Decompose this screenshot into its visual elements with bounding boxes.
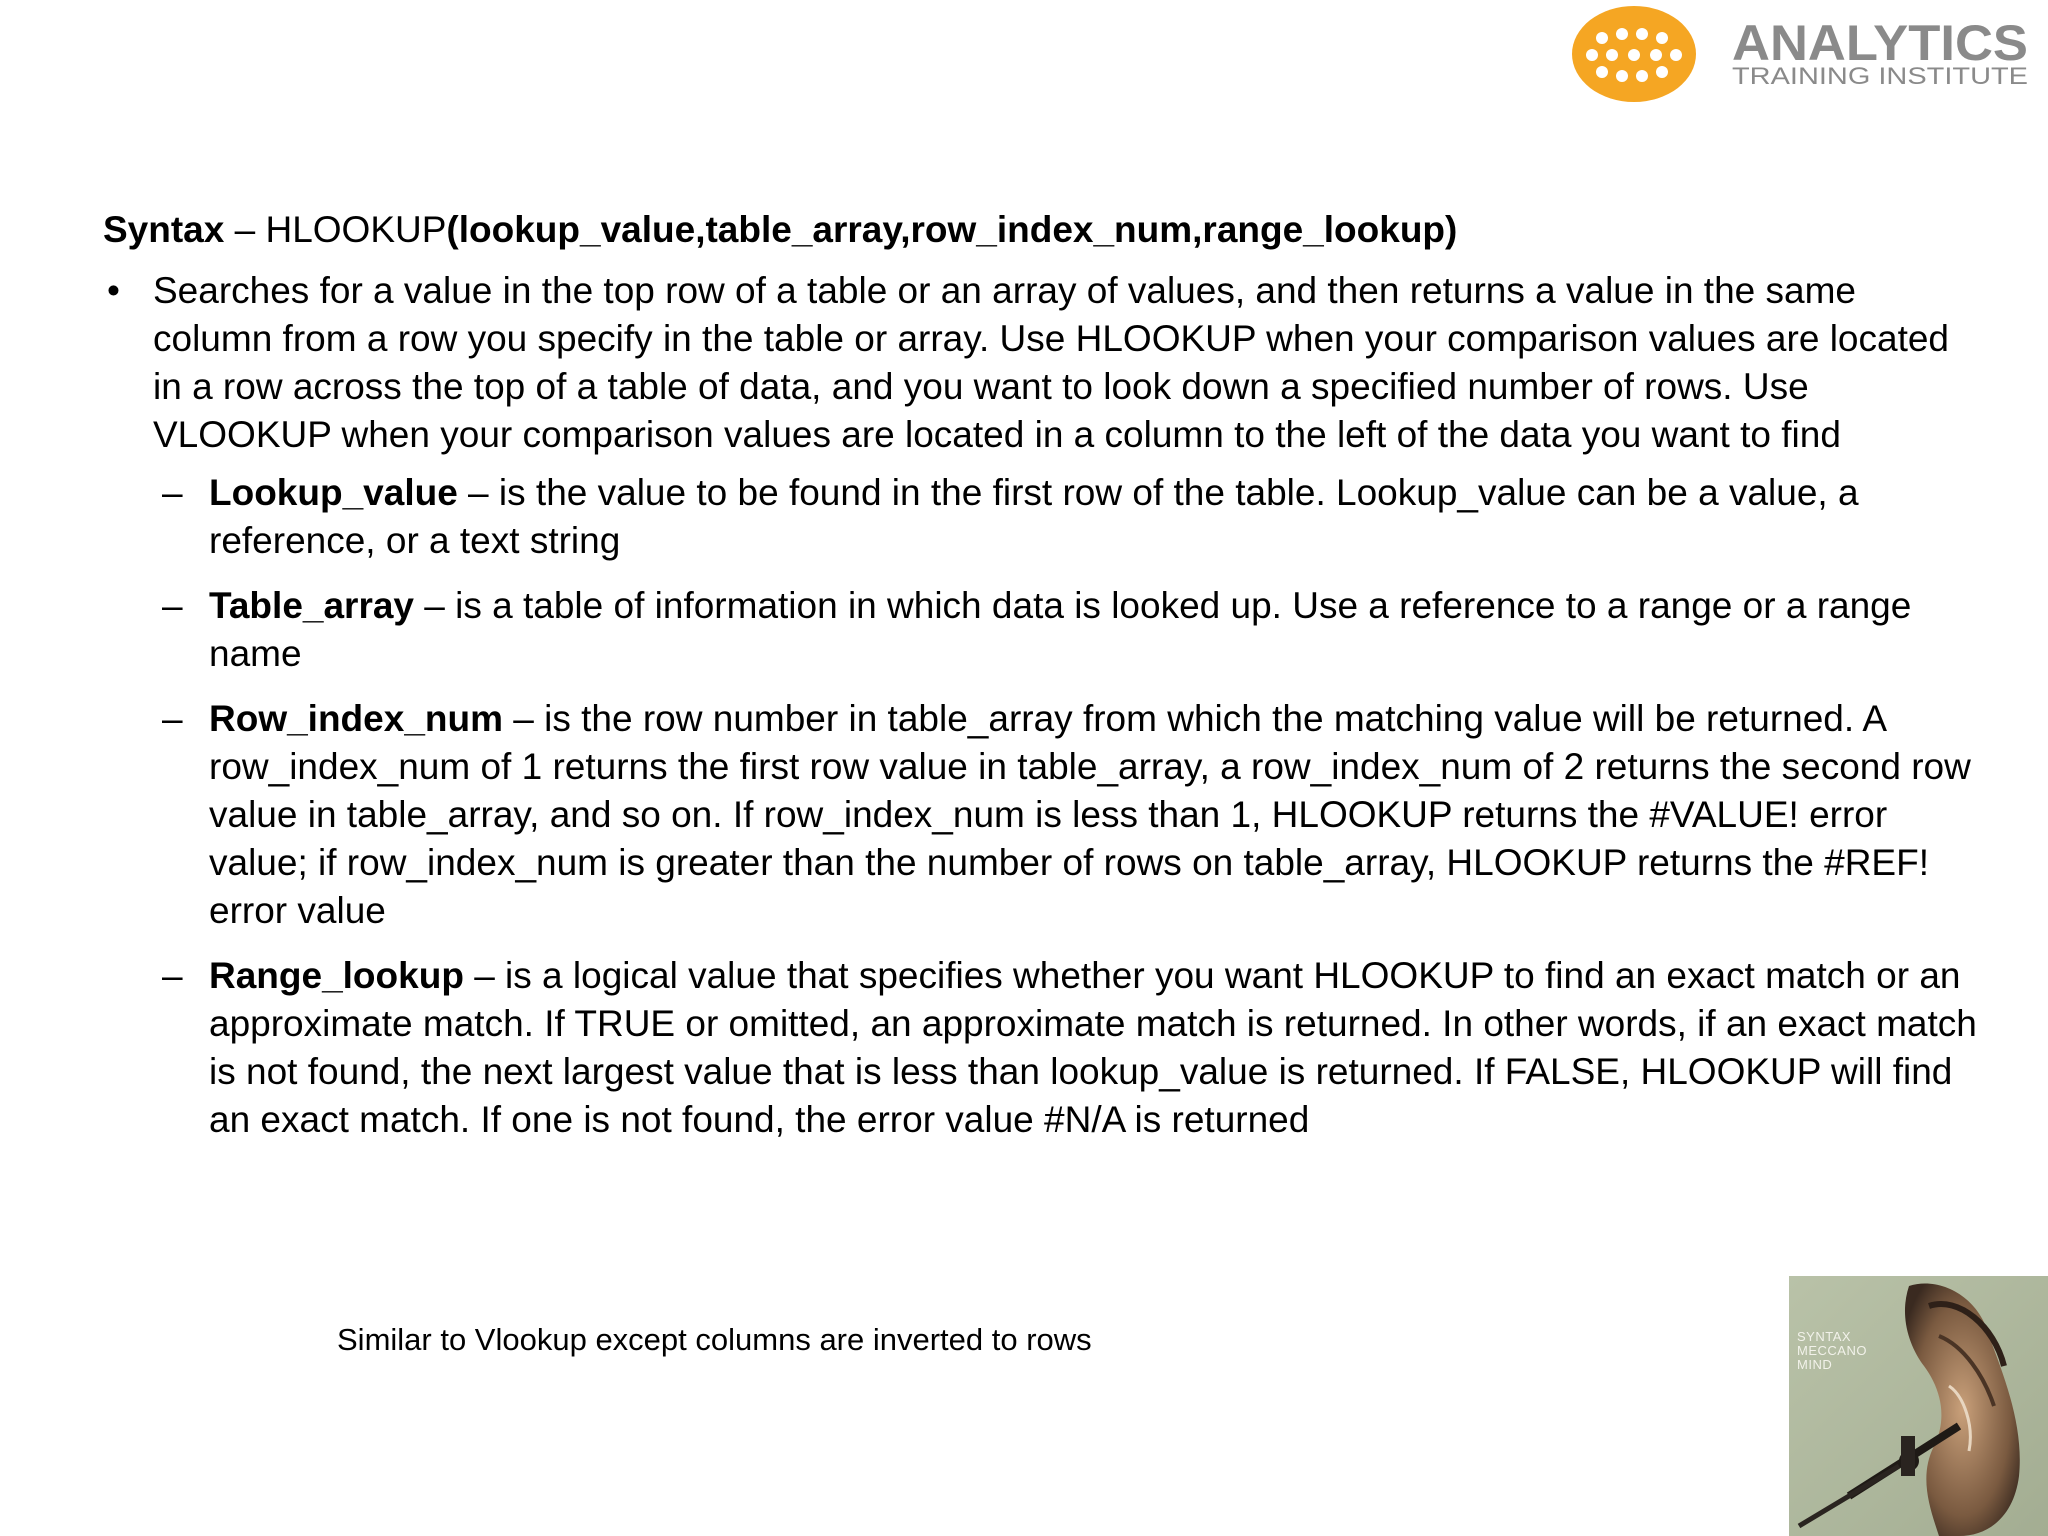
- param-term: Row_index_num: [209, 698, 503, 739]
- description-text: Searches for a value in the top row of a table or an array of values, and then returns a value in the same column from a row you specify in the table or array. Use HLOOKUP when your comparison values are located in a row across the top of a table of data, and you want to look down a specified number of rows. Use VLOOKUP when your comparison values are located in a column to the left of the data you want to find: [153, 270, 1949, 455]
- param-range-lookup: [103, 952, 1983, 1144]
- param-description: – is a table of information in which data is looked up. Use a reference to a range or a range name: [209, 585, 1912, 674]
- param-description: – is the value to be found in the first row of the table. Lookup_value can be a value, a reference, or a text string: [209, 472, 1859, 561]
- description-bullet: [103, 267, 1983, 459]
- logo-name: ANALYTICS: [1732, 15, 2028, 71]
- param-term: Table_array: [209, 585, 414, 626]
- dash-marker: –: [162, 472, 183, 513]
- footer-note: Similar to Vlookup except columns are inverted to rows: [337, 1322, 1092, 1357]
- logo-subtitle: TRAINING INSTITUTE: [1732, 63, 2028, 90]
- bullet-marker: •: [107, 270, 120, 311]
- syntax-label: Syntax: [103, 209, 225, 250]
- logo-emblem-icon: [1572, 6, 1696, 102]
- analytics-logo: [1572, 0, 2034, 110]
- param-lookup-value: [103, 469, 1983, 565]
- param-description: – is a logical value that specifies whether you want HLOOKUP to find an exact match or an approximate match. If TRUE or omitted, an approximate match is returned. In other words, if an exact match is not found, the next largest value that is less than lookup_value is returned. If FALSE, HLOOKUP will find an exact match. If one is not found, the error value #N/A is returned: [209, 955, 1977, 1140]
- cover-title: SYNTAX MECCANO MIND: [1797, 1329, 1867, 1372]
- param-description: – is the row number in table_array from which the matching value will be returned. A row_index_num of 1 returns the first row value in table_array, a row_index_num of 2 returns the second row value in table_array, and so on. If row_index_num is less than 1, HLOOKUP returns the #VALUE! error value; if row_index_num is greater than the number of rows on table_array, HLOOKUP returns the #REF! error value: [209, 698, 1971, 931]
- syntax-heading: [103, 205, 1983, 255]
- param-row-index-num: [103, 695, 1983, 935]
- param-term: Lookup_value: [209, 472, 458, 513]
- dash-marker: –: [162, 585, 183, 626]
- param-table-array: [103, 582, 1983, 678]
- function-name: HLOOKUP: [265, 209, 447, 250]
- syntax-dash: –: [224, 209, 266, 250]
- param-term: Range_lookup: [209, 955, 464, 996]
- slide-content: [103, 205, 1983, 1161]
- function-arguments: (lookup_value,table_array,row_index_num,range_lookup): [446, 209, 1458, 250]
- dash-marker: –: [162, 698, 183, 739]
- cover-image: [1789, 1276, 2048, 1536]
- dash-marker: –: [162, 955, 183, 996]
